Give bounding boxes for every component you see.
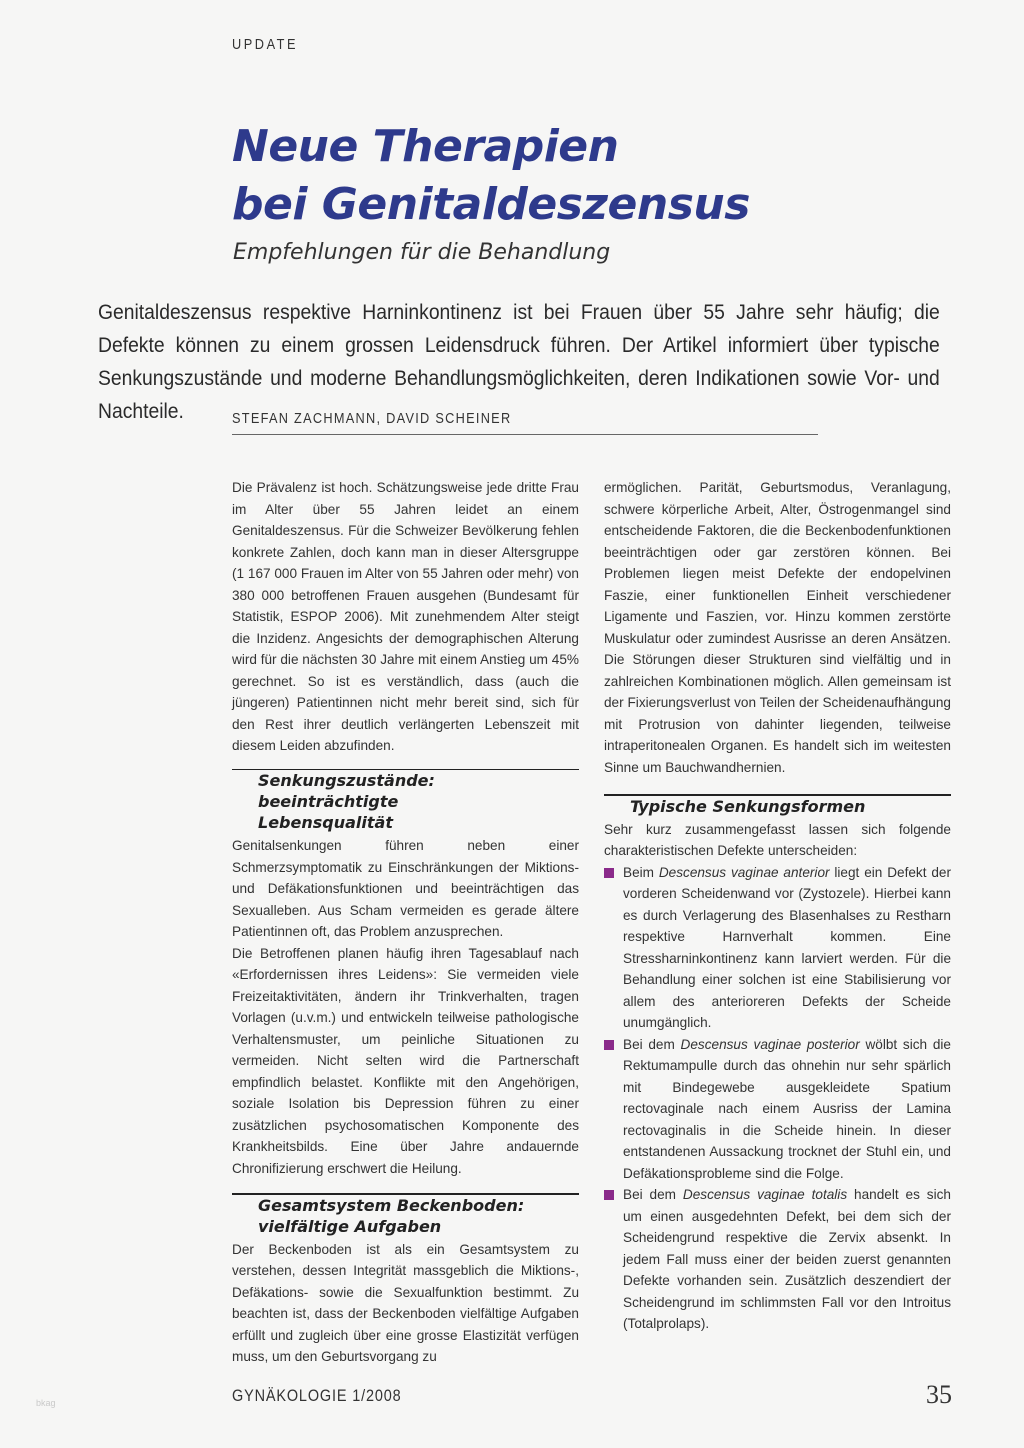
paragraph: Der Beckenboden ist als ein Gesamtsystem zu verstehen, dessen Integrität massgeblich die Miktions-, Defäkations- sowie die Sexualfunktion bestimmt. Zu beachten ist, dass der Beckenboden vielfältige Aufgaben erfüllt und zugleich über eine grosse Elastizität verfügen muss, um den Geburtsvorgang zu (232, 1241, 579, 1364)
journal-footer: GYNÄKOLOGIE 1/2008 (232, 1386, 402, 1405)
article-title (232, 118, 750, 234)
left-column (232, 477, 579, 1368)
section-heading-gesamtsystem: Gesamtsystem Beckenboden: vielfältige Aufgaben (258, 1195, 525, 1236)
article-authors: STEFAN ZACHMANN, DAVID SCHEINER (232, 410, 512, 427)
page-number: 35 (926, 1380, 952, 1409)
list-item: Beim Descensus vaginae anterior liegt ein Defekt der vorderen Scheidenwand vor (Zystozele). Hierbei kann es durch Verlagerung des Blasenhalses zu Restharn respektive Harnverhalt kommen. Eine Stressharninkontinenz kann larviert werden. Für die Behandlung einer solchen ist eine Stabilisierung vor allem des anterioreren Defekts der Scheide unumgänglich. (604, 862, 951, 1034)
title-line-2: bei Genitaldeszensus (232, 179, 750, 230)
square-bullet-icon (604, 1040, 614, 1050)
section-heading-senkungsformen: Typische Senkungsformen (630, 796, 866, 816)
article-lead: Genitaldeszensus respektive Harninkontinenz ist bei Frauen über 55 Jahre sehr häufig; die Defekte können zu einem grossen Leidensdruck führen. Der Artikel informiert über typische Senkungszustände und moderne Behandlungsmöglichkeiten, deren Indikationen sowie Vor- und Nachteile. (98, 301, 940, 423)
defect-list (604, 862, 951, 1335)
paragraph: Genitalsenkungen führen neben einer Schmerzsymptomatik zu Einschränkungen der Miktions- und Defäkationsfunktionen und beeinträchtigen das Sexualleben. Aus Scham vermeiden es gerade ältere Patientinnen oft, das Problem anzusprechen. (232, 838, 579, 939)
intro-paragraph: ermöglichen. Parität, Geburtsmodus, Veranlagung, schwere körperliche Arbeit, Alter, Östrogenmangel sind entscheidende Faktoren, die die Beckenbodenfunktionen beeinträchtigen oder gar zerstören können. Bei Problemen liegen meist Defekte der endopelvinen Faszie, einer funktionellen Einheit verschiedener Ligamente und Faszien, vor. Hinzu kommen zerstörte Muskulatur oder zumindest Ausrisse an deren Ansätzen. Die Störungen dieser Strukturen sind vielfältig und in zahlreichen Kombinationen möglich. Allen gemeinsam ist der Fixierungsverlust von Teilen der Scheidenaufhängung mit Protrusion von dahinter liegenden, teilweise intraperitonealen Organen. Es handelt sich im weitesten Sinne um Bauchwandhernien. (604, 480, 951, 775)
list-item: Bei dem Descensus vaginae totalis handelt es sich um einen ausgedehnten Defekt, bei dem sich der Scheidengrund respektive die Zervix absenkt. In jedem Fall muss einer der beiden zuerst genannten Defekte vorhanden sein. Zusätzlich deszendiert der Scheidengrund im schlimmsten Fall vor den Introitus (Totalprolaps). (604, 1184, 951, 1335)
watermark: bkag (36, 1398, 56, 1408)
square-bullet-icon (604, 1190, 614, 1200)
intro-paragraph: Die Prävalenz ist hoch. Schätzungsweise jede dritte Frau im Alter über 55 Jahren leidet an einem Genitaldeszensus. Für die Schweizer Bevölkerung fehlen konkrete Zahlen, doch kann man in dieser Altersgruppe (1 167 000 Frauen im Alter von 55 Jahren oder mehr) von 380 000 betroffenen Frauen ausgehen (Bundesamt für Statistik, ESPOP 2006). Mit zunehmendem Alter steigt die Inzidenz. Angesichts der demographischen Alterung wird für die nächsten 30 Jahre mit einem Anstieg um 45% gerechnet. So ist es verständlich, dass (auch die jüngeren) Patientinnen nicht mehr bereit sind, sich für den Rest ihrer deutlich verlängerten Lebenszeit mit diesem Leiden abzufinden. (232, 480, 579, 753)
section-kicker: UPDATE (232, 36, 299, 53)
square-bullet-icon (604, 868, 614, 878)
author-divider (232, 434, 818, 435)
article-subtitle: Empfehlungen für die Behandlung (233, 240, 611, 265)
list-item: Bei dem Descensus vaginae posterior wölbt sich die Rektumampulle durch das ohnehin nur sehr spärlich mit Bindegewebe ausgekleidete Spatium rectovaginale nach einem Ausriss der Lamina rectovaginalis in die Scheide hinein. In dieser entstandenen Aussackung trocknet der Stuhl ein, und Defäkationsprobleme sind die Folge. (604, 1034, 951, 1185)
paragraph: Die Betroffenen planen häufig ihren Tagesablauf nach «Erfordernissen ihres Leidens»: Sie vermeiden viele Freizeitaktivitäten, ändern ihr Trinkverhalten, tragen Vorlagen (u.v.m.) und entwickeln teilweise pathologische Verhaltensmuster, um peinliche Situationen zu vermeiden. Nicht selten wird die Partnerschaft empfindlich belastet. Konflikte mit den Angehörigen, soziale Isolation bis Depression führen zu einer zusätzlichen psychosomatischen Komponente des Krankheitsbilds. Eine über Jahre andauernde Chronifizierung erschwert die Heilung. (232, 945, 579, 1176)
right-column (604, 477, 951, 1335)
title-line-1: Neue Therapien (232, 121, 619, 172)
paragraph: Sehr kurz zusammengefasst lassen sich folgende charakteristischen Defekte unterscheiden: (604, 821, 951, 858)
section-heading-senkungszustaende: Senkungszustände: beeinträchtigte Lebensqualität (258, 771, 435, 832)
